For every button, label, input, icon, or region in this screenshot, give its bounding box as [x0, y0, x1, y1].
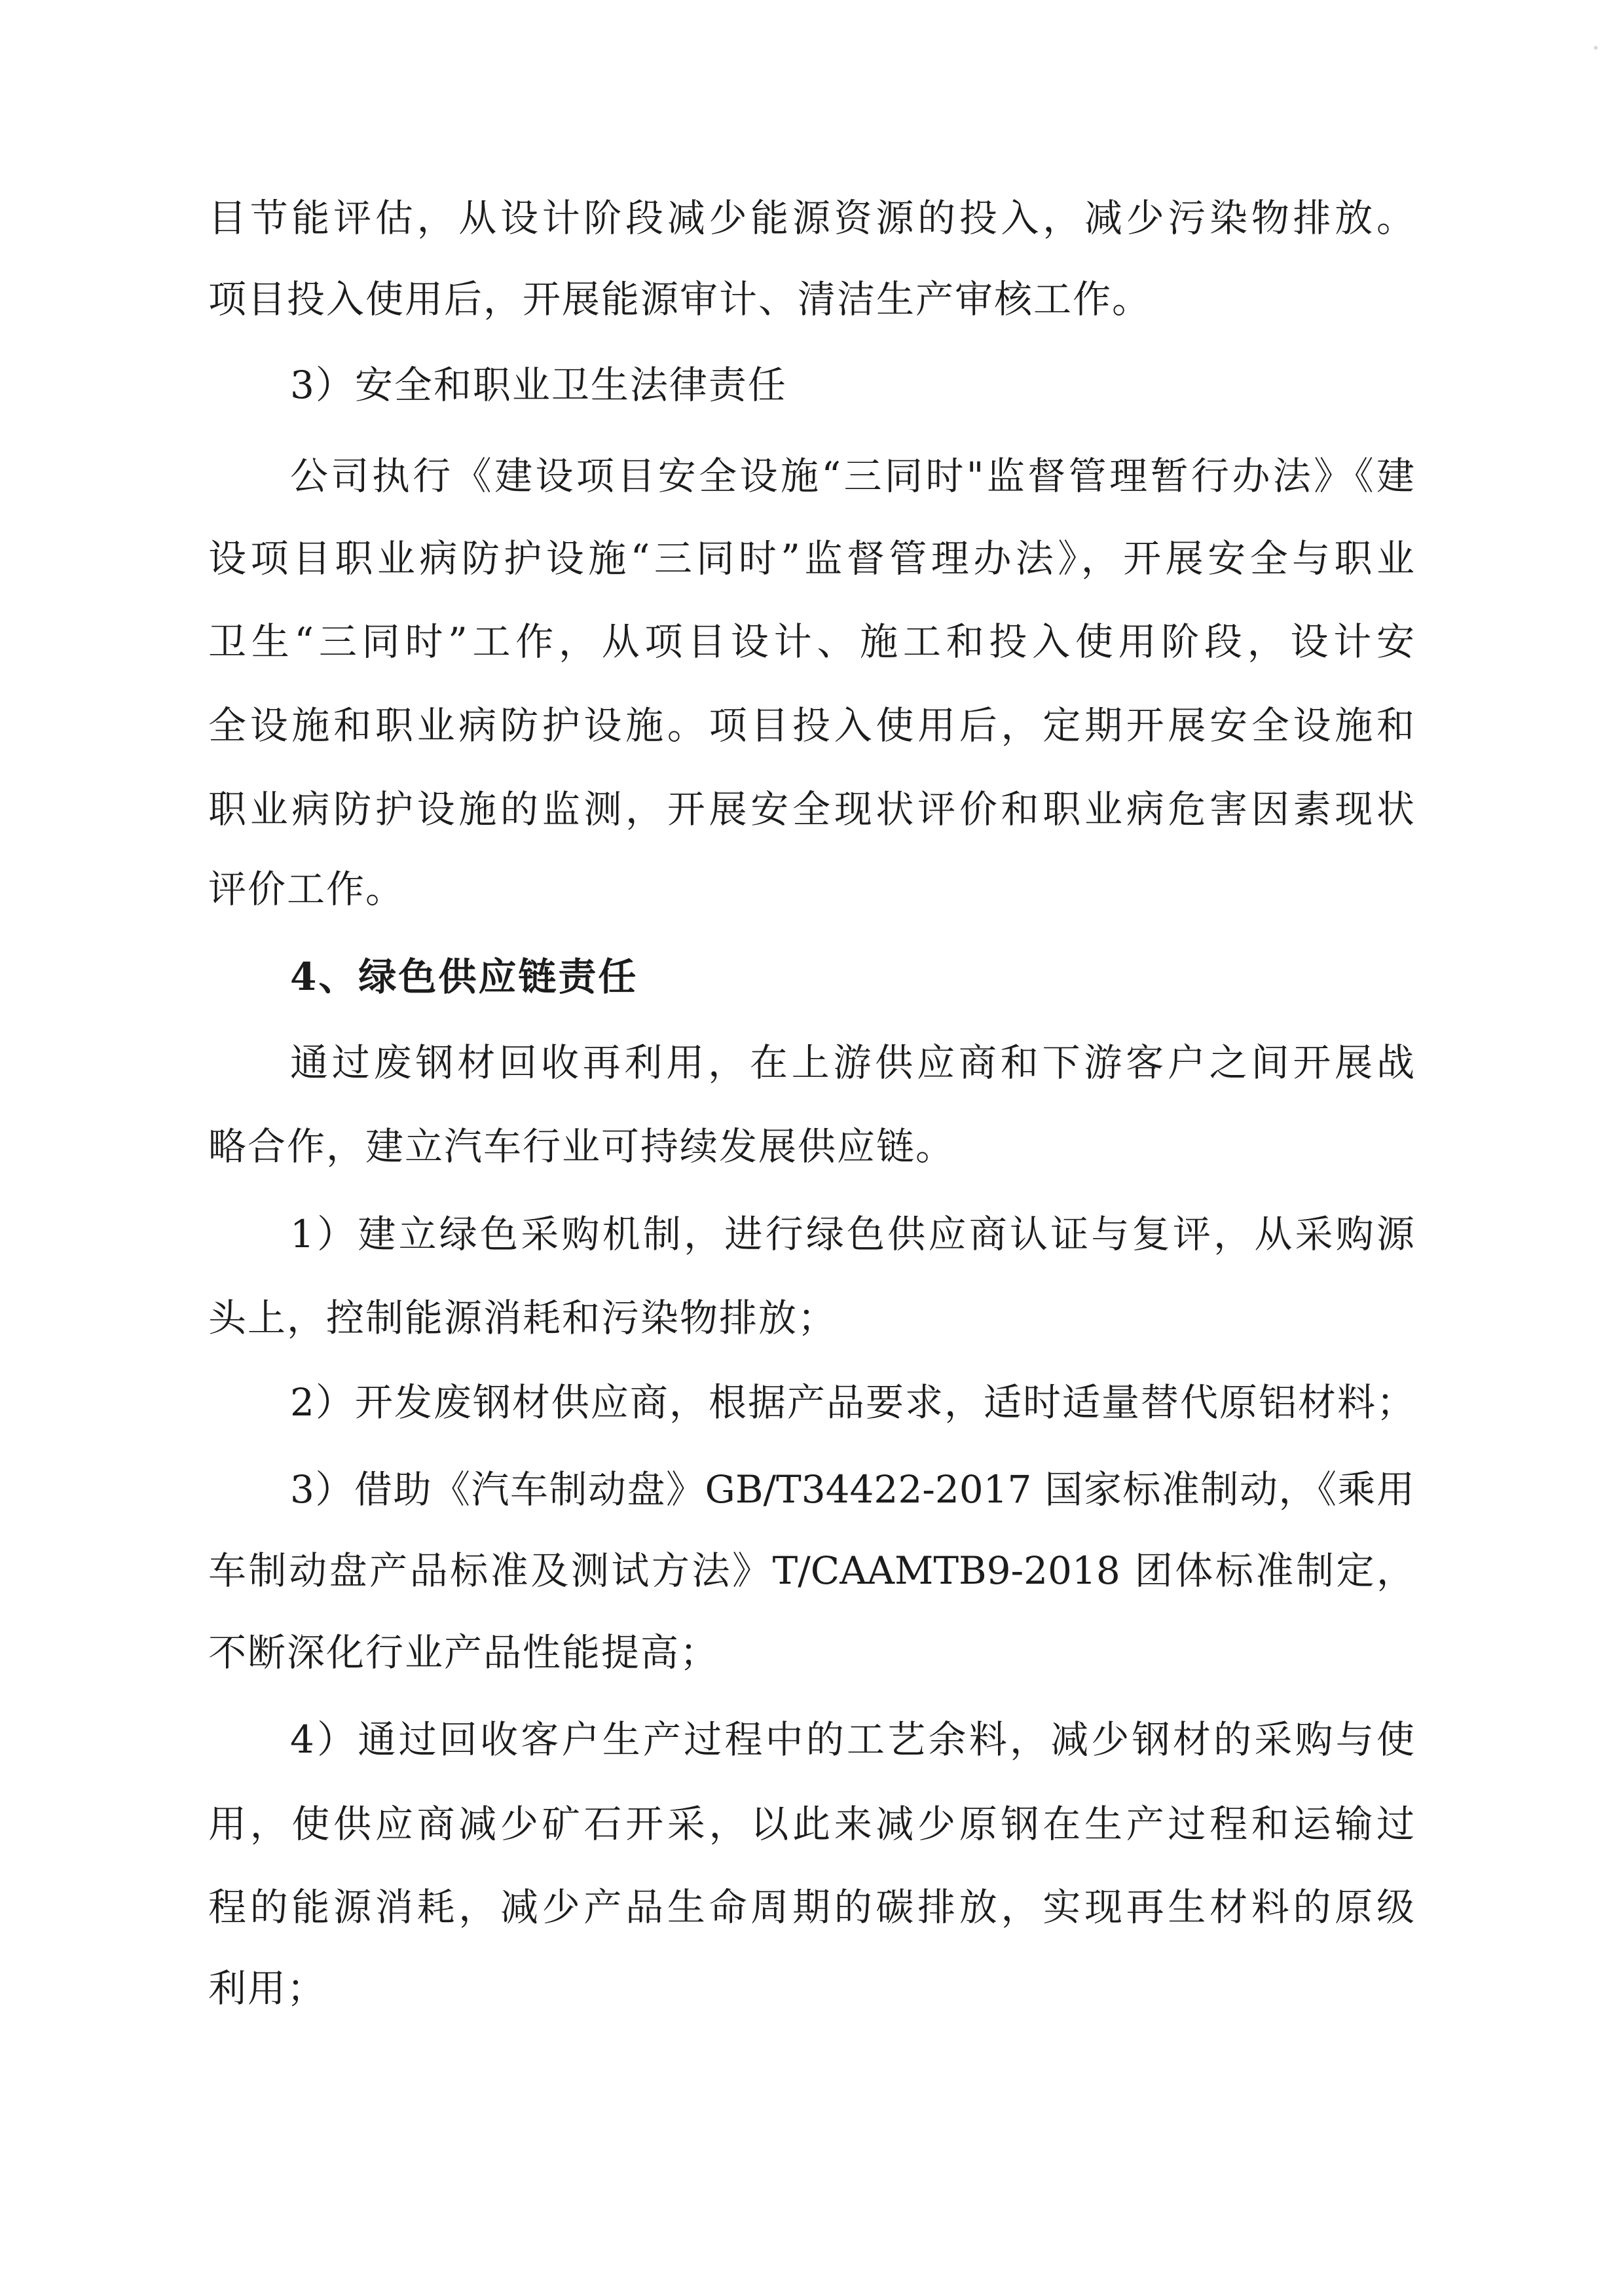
section-heading: 4、绿色供应链责任 [290, 955, 638, 999]
paragraph-line: 车制动盘产品标准及测试方法》T/CAAMTB9-2018 团体标准制定， [208, 1548, 1414, 1593]
paragraph-line: 通过废钢材回收再利用，在上游供应商和下游客户之间开展战 [290, 1040, 1414, 1085]
paragraph-line: 头上，控制能源消耗和污染物排放； [208, 1296, 838, 1340]
paragraph-line: 2）开发废钢材供应商，根据产品要求，适时适量替代原铝材料； [290, 1380, 1414, 1425]
paragraph-line: 全设施和职业病防护设施。项目投入使用后，定期开展安全设施和 [208, 703, 1414, 748]
paragraph-line: 1）建立绿色采购机制，进行绿色供应商认证与复评，从采购源 [290, 1212, 1414, 1256]
paragraph-line: 3）借助《汽车制动盘》GB/T34422-2017 国家标准制动，《乘用 [290, 1467, 1414, 1512]
paragraph-line: 不断深化行业产品性能提高； [208, 1630, 720, 1675]
paragraph-line: 公司执行《建设项目安全设施“三同时"监督管理暂行办法》《建 [290, 454, 1414, 498]
subsection-heading: 3）安全和职业卫生法律责任 [290, 363, 787, 407]
paragraph-line: 设项目职业病防护设施“三同时”监督管理办法》，开展安全与职业 [208, 536, 1414, 581]
paragraph-line: 程的能源消耗，减少产品生命周期的碳排放，实现再生材料的原级 [208, 1885, 1414, 1929]
paragraph-line: 评价工作。 [208, 867, 405, 911]
paragraph-line: 利用； [208, 1966, 327, 2011]
paragraph-line: 卫生“三同时”工作，从项目设计、施工和投入使用阶段，设计安 [208, 619, 1414, 664]
paragraph-line: 用，使供应商减少矿石开采，以此来减少原钢在生产过程和运输过 [208, 1802, 1414, 1846]
paragraph-line: 略合作，建立汽车行业可持续发展供应链。 [208, 1124, 955, 1169]
paragraph-line: 目节能评估，从设计阶段减少能源资源的投入，减少污染物排放。 [208, 196, 1414, 240]
paragraph-line: 职业病防护设施的监测，开展安全现状评价和职业病危害因素现状 [208, 787, 1414, 831]
scan-mark [1594, 46, 1598, 50]
paragraph-line: 4）通过回收客户生产过程中的工艺余料，减少钢材的采购与使 [290, 1717, 1414, 1762]
paragraph-line: 项目投入使用后，开展能源审计、清洁生产审核工作。 [208, 277, 1152, 321]
